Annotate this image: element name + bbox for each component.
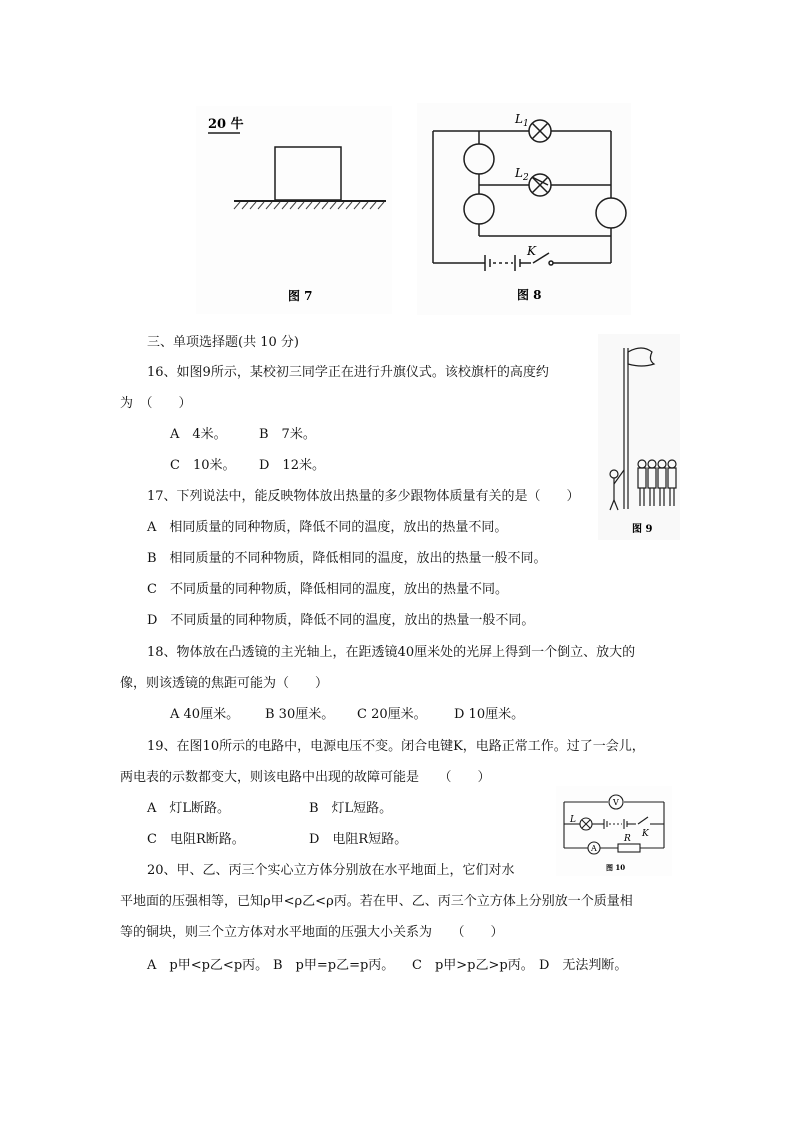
q16-option-c: C 10米。 — [170, 458, 236, 473]
fig10-l-label: L — [570, 815, 576, 825]
q18-line2: 像，则该透镜的焦距可能为（ ） — [120, 676, 329, 691]
q20-option-c: C p甲>p乙>p丙。 — [412, 958, 534, 973]
q20-line3: 等的铜块，则三个立方体对水平地面的压强大小关系为 （ ） — [120, 925, 504, 940]
figure-9 — [598, 334, 680, 540]
q20-line2: 平地面的压强相等，已知ρ甲<ρ乙<ρ丙。若在甲、乙、丙三个立方体上分别放一个质量相 — [120, 894, 633, 909]
fig9-caption: 图 9 — [632, 524, 653, 535]
fig7-force-label: 20 牛 — [208, 117, 244, 132]
fig8-l1-label: $L_1$ — [515, 112, 529, 129]
fig10-r-label: R — [624, 834, 631, 844]
fig8-caption: 图 8 — [517, 288, 542, 302]
q19-line2: 两电表的示数都变大，则该电路中出现的故障可能是 （ ） — [120, 770, 491, 785]
q17-option-d: D 不同质量的同种物质，降低不同的温度，放出的热量一般不同。 — [147, 613, 535, 628]
q16-line1: 16、如图9所示，某校初三同学正在进行升旗仪式。该校旗杆的高度约 — [147, 365, 549, 380]
fig8-l2-label: $L_2$ — [515, 166, 529, 183]
q17-stem: 17、下列说法中，能反映物体放出热量的多少跟物体质量有关的是（ ） — [147, 489, 580, 504]
q18-line1: 18、物体放在凸透镜的主光轴上，在距透镜40厘米处的光屏上得到一个倒立、放大的 — [147, 645, 636, 660]
fig10-a-label: A — [591, 844, 597, 853]
q18-option-c: C 20厘米。 — [357, 707, 427, 722]
q16-option-a: A 4米。 — [170, 427, 227, 442]
q20-option-a: A p甲<p乙<p丙。 — [147, 958, 269, 973]
figure-7 — [196, 106, 392, 314]
fig10-v-label: V — [613, 798, 619, 807]
q18-option-d: D 10厘米。 — [454, 707, 525, 722]
q17-option-c: C 不同质量的同种物质，降低相同的温度，放出的热量不同。 — [147, 582, 508, 597]
q20-option-b: B p甲=p乙=p丙。 — [273, 958, 395, 973]
q18-option-a: A 40厘米。 — [170, 707, 240, 722]
fig7-caption: 图 7 — [288, 289, 313, 303]
q16-option-d: D 12米。 — [259, 458, 325, 473]
q19-line1: 19、在图10所示的电路中，电源电压不变。闭合电键K，电路正常工作。过了一会儿， — [147, 739, 645, 754]
q16-option-b: B 7米。 — [259, 427, 316, 442]
q17-option-b: B 相同质量的不同种物质，降低相同的温度，放出的热量一般不同。 — [147, 551, 547, 566]
fig10-caption: 图 10 — [606, 863, 626, 872]
q17-option-a: A 相同质量的同种物质，降低不同的温度，放出的热量不同。 — [147, 520, 508, 535]
q19-option-d: D 电阻R短路。 — [309, 832, 408, 847]
fig10-k-label: K — [642, 829, 649, 839]
figure-10 — [556, 786, 672, 876]
q19-option-b: B 灯L短路。 — [309, 801, 393, 816]
q20-option-d: D 无法判断。 — [539, 958, 628, 973]
section-title: 三、单项选择题(共 10 分) — [147, 335, 299, 350]
q18-option-b: B 30厘米。 — [265, 707, 335, 722]
q16-line2: 为 （ ） — [120, 396, 192, 411]
q20-line1: 20、甲、乙、丙三个实心立方体分别放在水平地面上，它们对水 — [147, 863, 515, 878]
q19-option-c: C 电阻R断路。 — [147, 832, 245, 847]
fig8-k-label: K — [527, 244, 536, 258]
figure-8 — [417, 103, 631, 315]
q19-option-a: A 灯L断路。 — [147, 801, 231, 816]
